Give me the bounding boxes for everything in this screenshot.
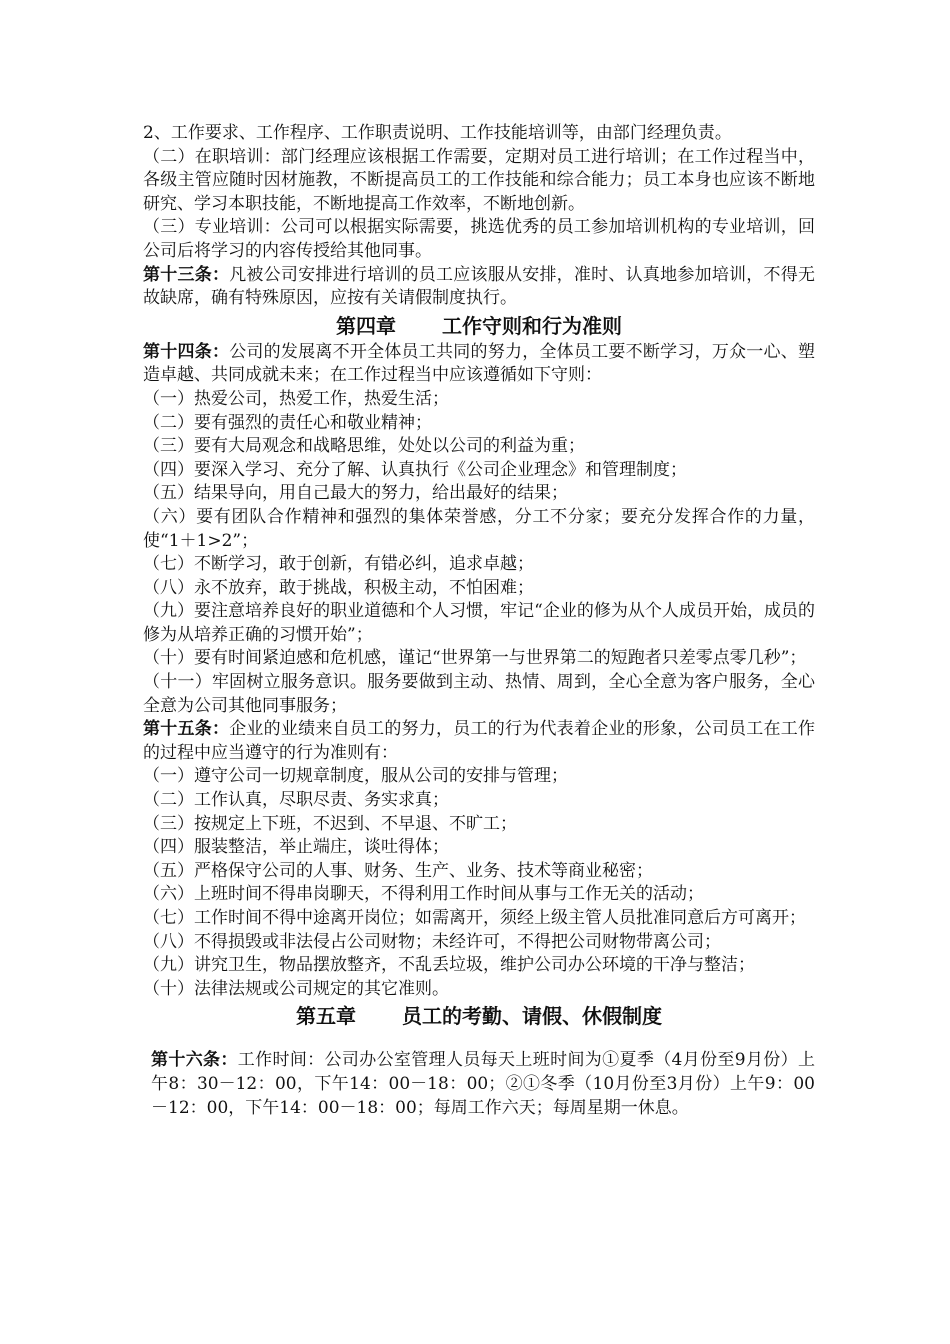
chapter-4-title: 工作守则和行为准则 (442, 313, 622, 338)
article-13-text: 凡被公司安排进行培训的员工应该服从安排，准时、认真地参加培训，不得无故缺席，确有特殊原因，应按有关请假制度执行。 (143, 264, 816, 309)
list-item: （二）要有强烈的责任心和敬业精神； (143, 412, 432, 433)
chapter-5-title: 员工的考勤、请假、休假制度 (402, 1004, 662, 1029)
list-item: （九）要注意培养良好的职业道德和个人习惯，牢记“企业的修为从个人成员开始，成员的修为从培养正确的习惯开始”； (143, 601, 815, 645)
document-page (143, 122, 815, 1120)
list-item: （四）服装整洁，举止端庄，谈吐得体； (143, 837, 449, 858)
paragraph-professional-training: （三）专业培训：公司可以根据实际需要，挑选优秀的员工参加培训机构的专业培训，回公司后将学习的内容传授给其他同事。 (143, 217, 815, 261)
list-item: （十）要有时间紧迫感和危机感，谨记“世界第一与世界第二的短跑者只差零点零几秒”； (143, 648, 807, 669)
paragraph-on-job-training: （二）在职培训：部门经理应该根据工作需要，定期对员工进行培训；在工作过程当中，各级主管应随时因材施教，不断提高员工的工作技能和综合能力；员工本身也应该不断地研究、学习本职技能，不断地提高工作效率，不断地创新。 (143, 146, 815, 214)
list-item: （六）要有团队合作精神和强烈的集体荣誉感，分工不分家；要充分发挥合作的力量，使“1＋1>2”； (143, 506, 815, 551)
spacer (143, 1031, 815, 1049)
list-item: （三）按规定上下班，不迟到、不早退、不旷工； (143, 813, 517, 834)
chapter-5-number: 第五章 (296, 1004, 356, 1029)
list-item: （四）要深入学习、充分了解、认真执行《公司企业理念》和管理制度； (143, 459, 687, 480)
list-item: （一）热爱公司，热爱工作，热爱生活； (143, 388, 449, 409)
article-15-label: 第十五条： (143, 719, 230, 740)
list-item: （八）永不放弃，敢于挑战，积极主动，不怕困难； (143, 577, 534, 598)
list-item: （五）结果导向，用自己最大的努力，给出最好的结果； (143, 483, 568, 504)
article-14 (143, 341, 815, 388)
article-13 (143, 264, 815, 311)
list-item: （十）法律法规或公司规定的其它准则。 (143, 978, 449, 999)
article-16-label: 第十六条： (151, 1050, 238, 1071)
list-item: （七）不断学习，敢于创新，有错必纠，追求卓越； (143, 554, 534, 575)
list-item: （六）上班时间不得串岗聊天，不得利用工作时间从事与工作无关的活动； (143, 884, 704, 905)
article-15-text: 企业的业绩来自员工的努力，员工的行为代表着企业的形象，公司员工在工作的过程中应当遵守的行为准则有： (143, 719, 816, 763)
article-14-text: 公司的发展离不开全体员工共同的努力，全体员工要不断学习，万众一心、塑造卓越、共同成就未来；在工作过程当中应该遵循如下守则： (143, 341, 816, 386)
list-item: （十一）牢固树立服务意识。服务要做到主动、热情、周到，全心全意为客户服务，全心全意为公司其他同事服务； (143, 672, 815, 716)
article-14-label: 第十四条： (143, 341, 230, 362)
list-item: （二）工作认真，尽职尽责、务实求真； (143, 790, 449, 811)
list-item: （三）要有大局观念和战略思维，处处以公司的利益为重； (143, 436, 585, 457)
list-item: （八）不得损毁或非法侵占公司财物；未经许可，不得把公司财物带离公司； (143, 931, 721, 952)
list-item: （五）严格保守公司的人事、财务、生产、业务、技术等商业秘密； (143, 860, 653, 881)
article-13-label: 第十三条： (143, 264, 230, 285)
article-16-text: 工作时间：公司办公室管理人员每天上班时间为①夏季（4月份至9月份）上午8：30－12：00，下午14：00－18：00；②①冬季（10月份至3月份）上午9：00－12：00，下午14：00－18：00；每周工作六天；每周星期一休息。 (151, 1050, 815, 1118)
chapter-4-heading (143, 311, 815, 341)
list-item: （七）工作时间不得中途离开岗位；如需离开，须经上级主管人员批准同意后方可离开； (143, 908, 806, 928)
article-15 (143, 718, 815, 765)
chapter-5-heading (143, 1001, 815, 1031)
list-item: （九）讲究卫生，物品摆放整齐，不乱丢垃圾，维护公司办公环境的干净与整洁； (143, 955, 755, 976)
paragraph-training-responsibility: 2、工作要求、工作程序、工作职责说明、工作技能培训等，由部门经理负责。 (143, 123, 732, 143)
article-16 (143, 1049, 815, 1120)
list-item: （一）遵守公司一切规章制度，服从公司的安排与管理； (143, 766, 568, 787)
chapter-4-number: 第四章 (336, 313, 396, 338)
